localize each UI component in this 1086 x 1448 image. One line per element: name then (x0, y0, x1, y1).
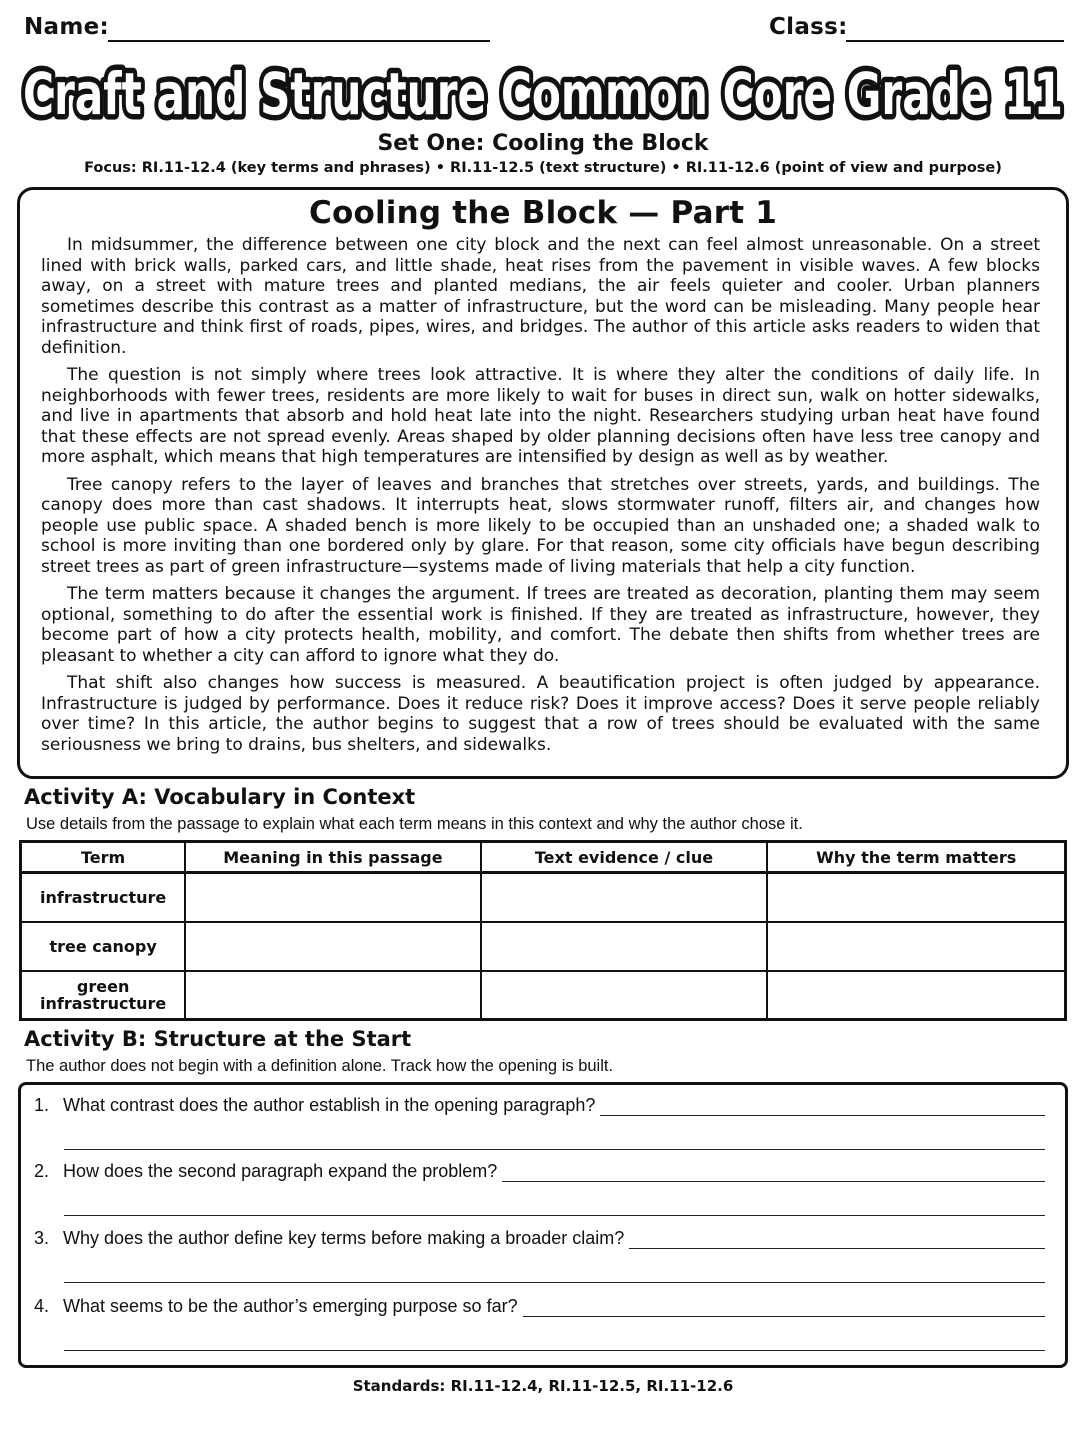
answer-line[interactable] (64, 1215, 1045, 1216)
table-row (21, 873, 1066, 922)
answer-line[interactable] (64, 1149, 1045, 1150)
passage-paragraph-4: The term matters because it changes the argument. If trees are treated as decoration, planting them may seem optional, something to do after the essential work is finished. If they are treated as infrastructure, however, they become part of how a city protects health, mobility, and comfort. The debate then shifts from whether trees are pleasant to whether a city can afford to ignore what they do. (41, 584, 1040, 666)
questions-box (18, 1082, 1068, 1368)
passage-body (41, 235, 1040, 762)
meaning-cell[interactable] (185, 873, 480, 922)
answer-line[interactable] (64, 1282, 1045, 1283)
question-number: 3. (34, 1228, 50, 1248)
name-line[interactable] (108, 40, 490, 42)
activity-a-title: Activity A: Vocabulary in Context (24, 785, 416, 809)
passage-paragraph-5: That shift also changes how success is measured. A beautification project is often judged by appearance. Infrastructure is judged by performance. Does it reduce risk? Does it improve access? Does it serve people reliably over time? In this article, the author begins to suggest that a row of trees should be evaluated with the same seriousness we bring to drains, bus shelters, and sidewalks. (41, 673, 1040, 755)
why-cell[interactable] (767, 922, 1065, 971)
evidence-cell[interactable] (481, 971, 768, 1020)
column-header-term: Term (21, 842, 186, 873)
term-cell: tree canopy (21, 922, 186, 971)
question-text: How does the second paragraph expand the problem? (63, 1161, 498, 1181)
focus-standards: Focus: RI.11-12.4 (key terms and phrases) • RI.11-12.5 (text structure) • RI.11-12.6 (point of view and purpose) (84, 160, 1002, 176)
activity-b-title: Activity B: Structure at the Start (24, 1027, 412, 1051)
passage-paragraph-3: Tree canopy refers to the layer of leaves and branches that stretches over streets, yards, and buildings. The canopy does more than cast shadows. It interrupts heat, slows stormwater runoff, filters air, and changes how people use public space. A shaded bench is more likely to be occupied than an unshaded one; a shaded walk to school is more inviting than one bordered only by glare. For that reason, some city officials have begun describing street trees as part of green infrastructure—systems made of living materials that help a city function. (41, 474, 1040, 577)
passage-paragraph-2: The question is not simply where trees look attractive. It is where they alter the conditions of daily life. In neighborhoods with fewer trees, residents are more likely to wait for buses in direct sun, walk on hotter sidewalks, and live in apartments that absorb and hold heat late into the night. Researchers studying urban heat have found that these effects are not spread evenly. Areas shaped by older planning decisions often have less tree canopy and more asphalt, which means that high temperatures are intensified by design as well as by weather. (41, 365, 1040, 467)
set-title: Set One: Cooling the Block (377, 131, 709, 156)
question-number: 4. (34, 1296, 50, 1316)
table-row (21, 971, 1066, 1020)
vocabulary-table (19, 840, 1067, 1021)
question-text: What contrast does the author establish in the opening paragraph? (63, 1095, 596, 1115)
why-cell[interactable] (767, 873, 1065, 922)
column-header-why: Why the term matters (767, 842, 1065, 873)
column-header-meaning: Meaning in this passage (185, 842, 480, 873)
passage-box (17, 187, 1069, 779)
table-row (21, 922, 1066, 971)
activity-b-instructions: The author does not begin with a definition alone. Track how the opening is built. (26, 1057, 614, 1075)
answer-line[interactable] (64, 1350, 1045, 1351)
question-2 (34, 1161, 1045, 1227)
table-header-row (21, 842, 1066, 873)
question-text: What seems to be the author’s emerging purpose so far? (63, 1296, 518, 1316)
standards-footer: Standards: RI.11-12.4, RI.11-12.5, RI.11-12.6 (352, 1377, 734, 1395)
question-4 (34, 1296, 1045, 1362)
passage-title: Cooling the Block — Part 1 (309, 195, 777, 231)
meaning-cell[interactable] (185, 971, 480, 1020)
meaning-cell[interactable] (185, 922, 480, 971)
why-cell[interactable] (767, 971, 1065, 1020)
worksheet-title (0, 58, 1086, 130)
question-text: Why does the author define key terms before making a broader claim? (63, 1228, 625, 1248)
class-line[interactable] (846, 40, 1064, 42)
name-label: Name: (24, 14, 110, 40)
evidence-cell[interactable] (481, 873, 768, 922)
term-cell: green infrastructure (21, 971, 186, 1020)
class-label: Class: (769, 14, 848, 40)
worksheet-title-text: Craft and Structure Common Core Grade 11 (23, 60, 1063, 128)
question-3 (34, 1228, 1045, 1294)
evidence-cell[interactable] (481, 922, 768, 971)
term-cell: infrastructure (21, 873, 186, 922)
question-number: 2. (34, 1161, 50, 1181)
name-class-row (24, 14, 1064, 44)
question-number: 1. (34, 1095, 50, 1115)
activity-a-instructions: Use details from the passage to explain what each term means in this context and why the author chose it. (26, 815, 803, 833)
question-1 (34, 1095, 1045, 1161)
passage-paragraph-1: In midsummer, the difference between one city block and the next can feel almost unreasonable. On a street lined with brick walls, parked cars, and little shade, heat rises from the pavement in visible waves. A few blocks away, on a street with mature trees and planted medians, the air feels quieter and cooler. Urban planners sometimes describe this contrast as a matter of infrastructure, but the word can be misleading. Many people hear infrastructure and think first of roads, pipes, wires, and bridges. The author of this article asks readers to widen that definition. (41, 235, 1040, 358)
column-header-evidence: Text evidence / clue (481, 842, 768, 873)
